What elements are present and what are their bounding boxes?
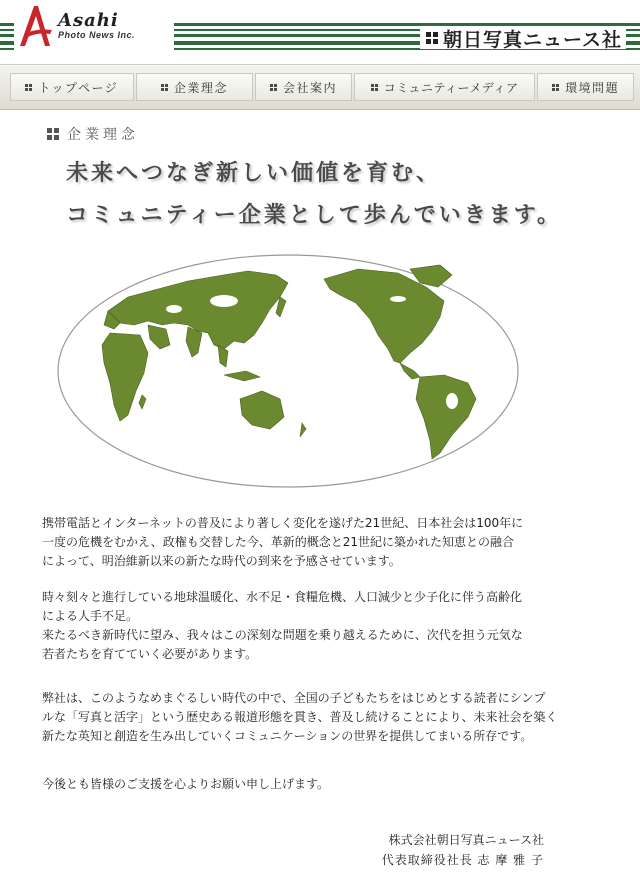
site-header	[0, 0, 640, 60]
text-line: による人手不足。	[42, 609, 139, 623]
nav-item-label: 環境問題	[565, 80, 620, 95]
nav-bullet-icon	[161, 84, 168, 91]
logo-text: Asahi	[58, 10, 119, 31]
section-title	[47, 124, 139, 144]
signature-name: 代表取締役社長 志 摩 雅 子	[381, 853, 544, 867]
nav-bullet-icon	[371, 84, 378, 91]
paragraph-3	[42, 689, 602, 746]
bullet-icon	[426, 32, 438, 44]
world-map	[48, 253, 528, 493]
global-nav-bar	[0, 64, 640, 110]
section-bullet-icon	[47, 128, 59, 140]
text-line: 新たな英知と創造を生み出していくコミュニケーションの世界を提供してまいる所存です。	[42, 729, 533, 743]
nav-item-top[interactable]	[10, 73, 134, 101]
text-line: 携帯電話とインターネットの普及により著しく変化を遂げた21世紀、日本社会は100年に	[42, 516, 524, 530]
nav-bullet-icon	[270, 84, 277, 91]
nav-item-environment[interactable]	[537, 73, 634, 101]
company-name-banner	[420, 27, 626, 49]
nav-item-label: 企業理念	[173, 80, 228, 95]
paragraph-4	[42, 775, 602, 794]
nav-item-label: コミュニティーメディア	[383, 80, 519, 95]
text-line: 弊社は、このようなめまぐるしい時代の中で、全国の子どもたちをはじめとする読者にシンプ	[42, 691, 546, 705]
nav-bullet-icon	[552, 84, 559, 91]
paragraph-2	[42, 588, 602, 664]
nav-bullet-icon	[25, 84, 32, 91]
nav-item-community-media[interactable]	[354, 73, 535, 101]
text-line: 来たるべき新時代に望み、我々はこの深刻な問題を乗り越えるために、次代を担う元気な	[42, 628, 523, 642]
text-line: 時々刻々と進行している地球温暖化、水不足・食糧危機、人口減少と少子化に伴う高齢化	[42, 590, 523, 604]
text-line: 若者たちを育てていく必要があります。	[42, 647, 258, 661]
asahi-logo-icon	[14, 0, 58, 50]
text-line: 一度の危機をむかえ、政権も交替した今、革新的概念と21世紀に築かれた知恵との融合	[42, 535, 514, 549]
nav-item-company[interactable]	[255, 73, 352, 101]
nav-item-label: トップページ	[38, 80, 119, 95]
signature-company: 株式会社朝日写真ニュース社	[388, 833, 544, 847]
paragraph-1	[42, 514, 602, 571]
text-line: ルな「写真と活字」という歴史ある報道形態を貫き、普及し続けることにより、未来社会を築く	[42, 710, 558, 724]
slogan-line-2: コミュニティー企業として歩んでいきます。	[66, 203, 563, 228]
company-name: 朝日写真ニュース社	[442, 28, 622, 51]
logo-subtext: Photo News Inc.	[58, 30, 136, 40]
site-logo[interactable]	[14, 0, 174, 52]
section-title-text: 企業理念	[67, 127, 139, 143]
global-nav	[10, 73, 636, 101]
nav-item-label: 会社案内	[283, 80, 338, 95]
slogan-line-1: 未来へつなぎ新しい価値を育む、	[66, 161, 442, 186]
text-line: によって、明治維新以来の新たな時代の到来を予感させています。	[42, 554, 401, 568]
nav-item-philosophy[interactable]	[136, 73, 254, 101]
text-line: 今後とも皆様のご支援を心よりお願い申し上げます。	[42, 777, 330, 791]
